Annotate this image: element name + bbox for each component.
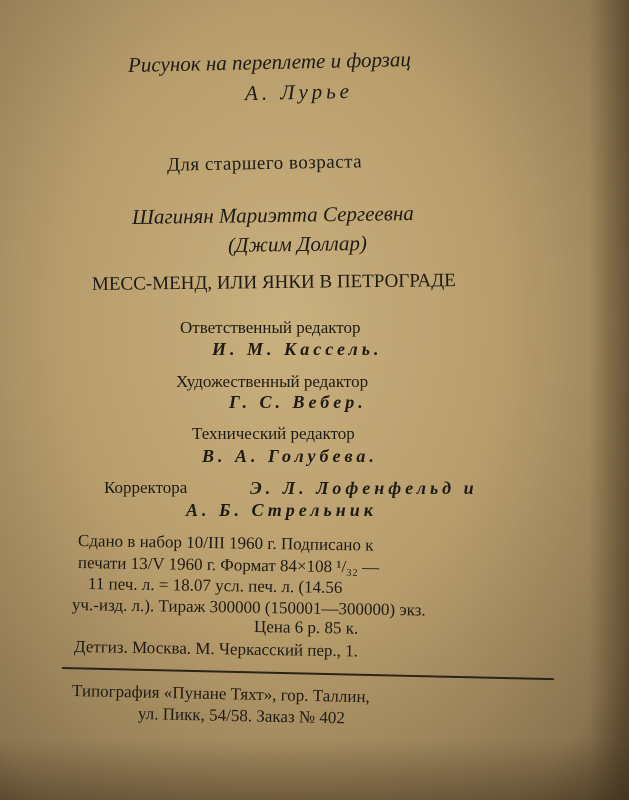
proofreader-1: Э. Л. Лофенфельд и <box>250 478 478 498</box>
imprint-line-1: Сдано в набор 10/III 1960 г. Подписано к <box>77 531 374 555</box>
tech-editor-name: В. А. Голубева. <box>202 446 378 466</box>
author-pseudonym: (Джим Доллар) <box>227 231 368 257</box>
proofreader-2: А. Б. Стрельник <box>186 500 377 520</box>
art-editor-label: Художественный редактор <box>176 372 369 391</box>
page-bottom-shadow <box>0 740 629 800</box>
page-edge-shadow <box>589 0 629 800</box>
imprint-line-6: Детгиз. Москва. М. Черкасский пер., 1. <box>73 637 359 661</box>
proofreaders-label: Корректора <box>104 478 188 497</box>
art-editor-name: Г. С. Вебер. <box>229 392 367 412</box>
printer-line-1: Типография «Пунане Тяхт», гор. Таллин, <box>71 681 371 707</box>
book-title: МЕСС-МЕНД, ИЛИ ЯНКИ В ПЕТРОГРАДЕ <box>91 270 456 295</box>
illustrator-name: А. Лурье <box>244 78 354 106</box>
printer-line-2: ул. Пикк, 54/58. Заказ № 402 <box>137 704 346 728</box>
imprint-line-4: уч.-изд. л.). Тираж 300000 (150001—300000) экз. <box>71 595 426 620</box>
responsible-editor-label: Ответственный редактор <box>180 318 361 337</box>
age-note: Для старшего возраста <box>166 151 363 176</box>
imprint-divider <box>62 667 554 680</box>
imprint-line-3: 11 печ. л. = 18.07 усл. печ. л. (14.56 <box>87 574 343 597</box>
tech-editor-label: Технический редактор <box>192 424 355 443</box>
imprint-line-5: Цена 6 р. 85 к. <box>253 617 359 638</box>
responsible-editor-name: И. М. Кассель. <box>212 339 383 359</box>
imprint-line-2: печати 13/V 1960 г. Формат 84×108 ¹/₃₂ — <box>77 553 380 577</box>
author-name: Шагинян Мариэтта Сергеевна <box>131 201 414 229</box>
illustration-credit-line: Рисунок на переплете и форзац <box>127 47 412 77</box>
